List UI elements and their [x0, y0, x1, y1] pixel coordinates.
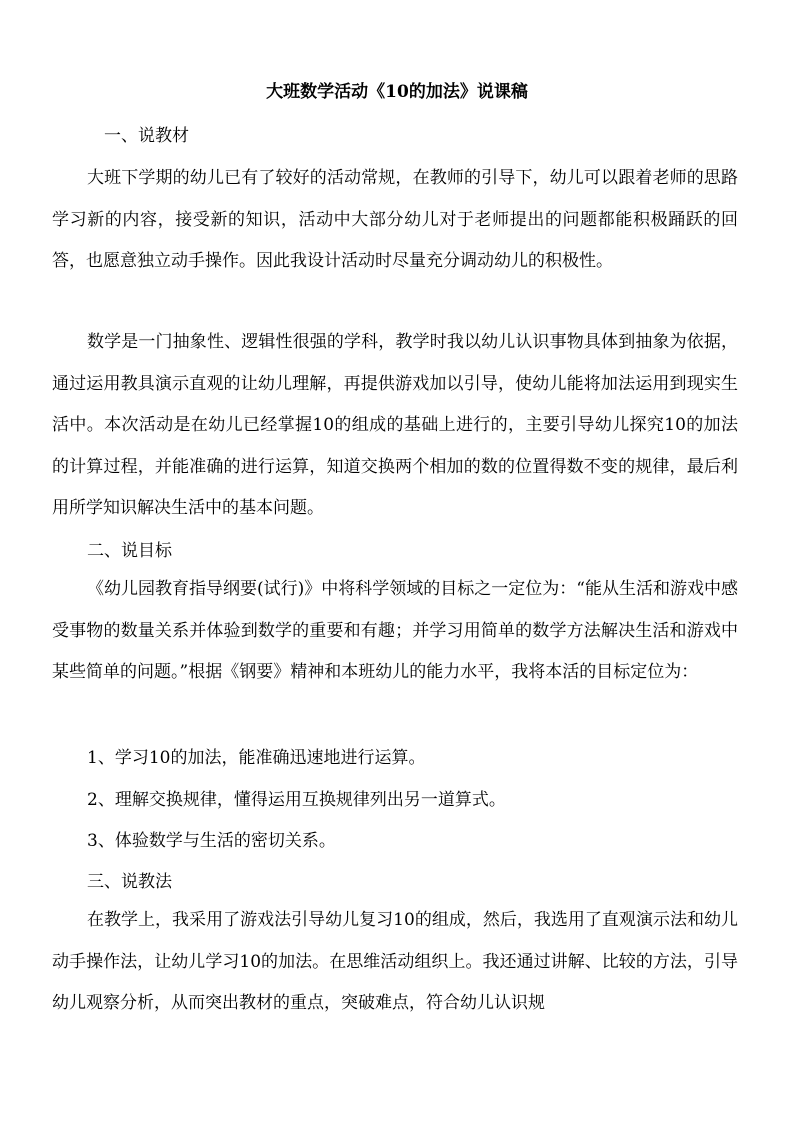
- paragraph-methods: 在教学上，我采用了游戏法引导幼儿复习10的组成，然后，我选用了直观演示法和幼儿动手操作法，让幼儿学习10的加法。在思维活动组织上。我还通过讲解、比较的方法，引导幼儿观察分析，从而突出教材的重点，突破难点，符合幼儿认识规: [52, 910, 738, 1013]
- paragraph-learners: 大班下学期的幼儿已有了较好的活动常规，在教师的引导下，幼儿可以跟着老师的思路学习新的内容，接受新的知识，活动中大部分幼儿对于老师提出的问题都能积极踊跃的回答，也愿意独立动手操作。因此我设计活动时尽量充分调动幼儿的积极性。: [52, 168, 738, 271]
- paragraph-math-nature: 数学是一门抽象性、逻辑性很强的学科，教学时我以幼儿认识事物具体到抽象为依据，通过运用教具演示直观的让幼儿理解，再提供游戏加以引导，使幼儿能将加法运用到现实生活中。本次活动是在幼儿已经掌握10的组成的基础上进行的，主要引导幼儿探究10的加法的计算过程，并能准确的进行运算，知道交换两个相加的数的位置得数不变的规律，最后利用所学知识解决生活中的基本问题。: [52, 332, 738, 518]
- goal-item-1: 1、学习10的加法，能准确迅速地进行运算。: [87, 748, 426, 768]
- section-heading-goals: 二、说目标: [87, 541, 172, 561]
- goal-item-2: 2、理解交换规律，懂得运用互换规律列出另一道算式。: [87, 790, 506, 810]
- section-heading-teaching-material: 一、说教材: [104, 126, 189, 146]
- document-title: 大班数学活动《10的加法》说课稿: [266, 82, 528, 102]
- section-heading-methods: 三、说教法: [87, 872, 172, 892]
- paragraph-guideline: 《幼儿园教育指导纲要(试行)》中将科学领域的目标之一定位为：“能从生活和游戏中感受事物的数量关系并体验到数学的重要和有趣；并学习用简单的数学方法解决生活和游戏中某些简单的问题。”根据《钢要》精神和本班幼儿的能力水平，我将本活的目标定位为：: [52, 579, 738, 682]
- goal-item-3: 3、体验数学与生活的密切关系。: [87, 831, 336, 851]
